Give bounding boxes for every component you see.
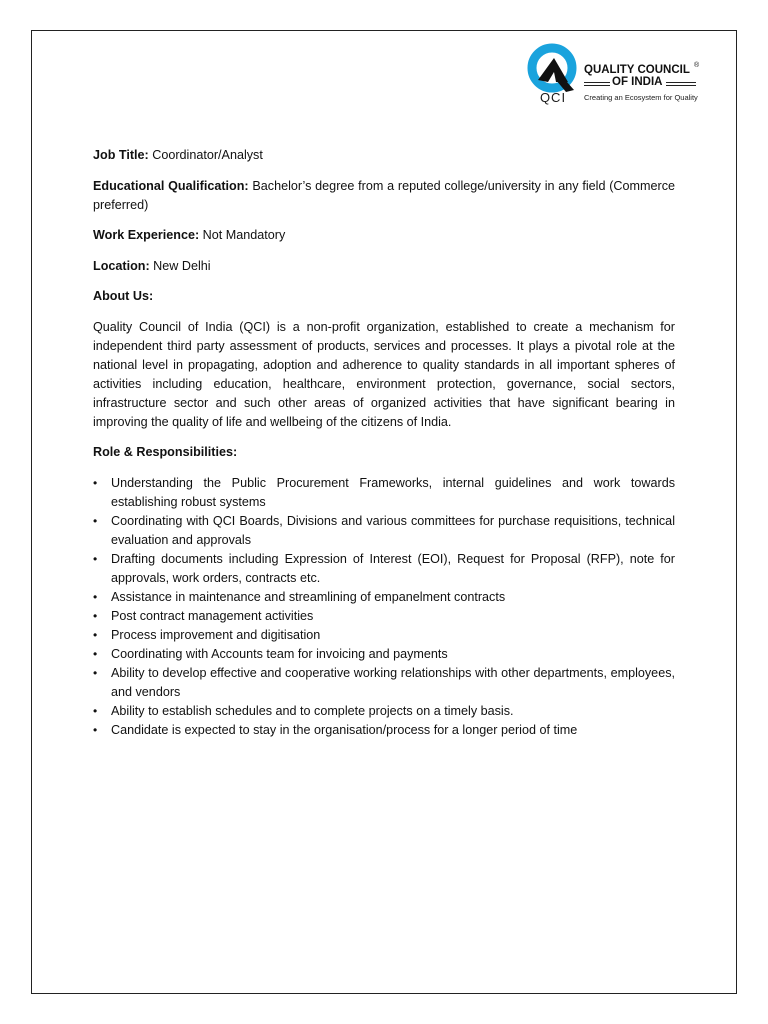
list-item: • Drafting documents including Expression of Interest (EOI), Request for Proposal (RFP), note for approvals, work orders, contracts etc. <box>93 551 675 585</box>
responsibilities-list <box>93 474 675 740</box>
list-item: • Process improvement and digitisation <box>93 626 675 645</box>
experience-value: Not Mandatory <box>202 228 286 242</box>
list-item: • Post contract management activities <box>93 607 675 626</box>
logo-abbreviation: QCI <box>539 90 567 105</box>
location-value: New Delhi <box>153 258 211 273</box>
list-item: • Ability to develop effective and cooperative working relationships with other departments, employees, and vendors <box>93 665 675 699</box>
list-item: • Coordinating with QCI Boards, Divisions and various committees for purchase requisitions, technical evaluation and approvals <box>93 513 675 547</box>
logo-rule-left-2 <box>584 85 610 86</box>
list-item: • Assistance in maintenance and streamlining of empanelment contracts <box>93 588 675 607</box>
qci-logo <box>526 42 706 106</box>
location-line <box>93 257 675 276</box>
job-title-value: Coordinator/Analyst <box>152 148 263 162</box>
logo-rule-right-2 <box>666 85 696 86</box>
responsibilities-heading-text: Role & Responsibilities: <box>93 445 238 459</box>
bullet-icon: • <box>93 665 98 680</box>
logo-name-line1: QUALITY COUNCIL <box>584 64 690 76</box>
bullet-icon: • <box>93 722 98 737</box>
education-line <box>93 177 675 215</box>
bullet-icon: • <box>93 551 98 566</box>
responsibilities-heading <box>93 443 675 462</box>
logo-rule-right <box>666 82 696 83</box>
list-item: • Coordinating with Accounts team for invoicing and payments <box>93 645 675 664</box>
job-title-label: Job Title: <box>93 148 149 162</box>
list-item: • Ability to establish schedules and to complete projects on a timely basis. <box>93 702 675 721</box>
bullet-icon: • <box>93 608 98 623</box>
bullet-icon: • <box>93 589 98 604</box>
about-body: Quality Council of India (QCI) is a non-profit organization, established to create a mechanism for independent third party assessment of products, services and processes. It plays a pivotal role at the national level in propagating, adoption and adherence to quality standards in all important spheres of activities including education, healthcare, environment protection, governance, social sectors, infrastructure sector and such other areas of organized activities that have significant bearing in improving the quality of life and wellbeing of the citizens of India. <box>93 319 675 429</box>
bullet-icon: • <box>93 646 98 661</box>
list-item: • Understanding the Public Procurement Frameworks, internal guidelines and work towards establishing robust systems <box>93 475 675 509</box>
job-title-line <box>93 146 675 165</box>
bullet-icon: • <box>93 513 98 528</box>
logo-name-line2: OF INDIA <box>612 76 663 88</box>
qci-logo-mark-icon <box>526 42 578 94</box>
list-item: • Candidate is expected to stay in the organisation/process for a longer period of time <box>93 721 675 740</box>
job-description <box>93 146 675 740</box>
experience-line <box>93 226 675 245</box>
education-value: Bachelor’s degree from a reputed college/university in any field (Commerce preferred) <box>93 178 675 212</box>
location-label: Location: <box>93 258 150 273</box>
logo-rule-left <box>584 82 610 83</box>
education-label: Educational Qualification: <box>93 178 249 193</box>
bullet-icon: • <box>93 475 98 490</box>
logo-tagline: Creating an Ecosystem for Quality <box>584 93 698 102</box>
logo-registered-mark: ® <box>694 62 700 69</box>
experience-label: Work Experience: <box>93 228 200 242</box>
bullet-icon: • <box>93 627 98 642</box>
bullet-icon: • <box>93 703 98 718</box>
about-heading-text: About Us: <box>93 289 154 303</box>
about-heading <box>93 287 675 306</box>
